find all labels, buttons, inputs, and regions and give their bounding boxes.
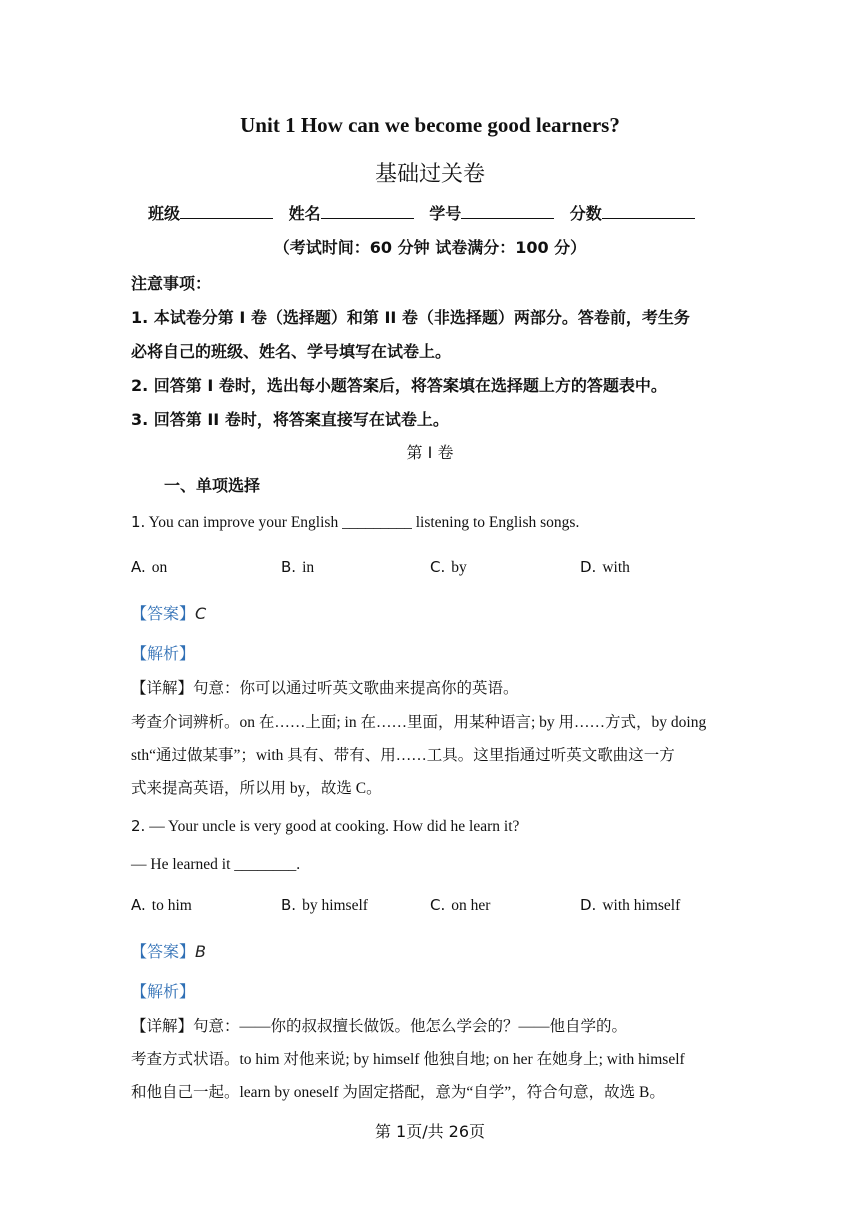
question-1-analysis-label: 【解析】 <box>131 644 196 663</box>
student-id-blank[interactable] <box>461 202 554 219</box>
volume-label: 第 I 卷 <box>406 443 454 462</box>
question-number: 2. <box>131 817 146 835</box>
question-2-detail: 【详解】句意：——你的叔叔擅长做饭。他怎么学会的？——他自学的。 <box>131 1018 628 1035</box>
notice-item: 3. 回答第 II 卷时，将答案直接写在试卷上。 <box>131 410 449 429</box>
question-1-option-a[interactable]: A. on <box>131 558 168 576</box>
question-text: — Your uncle is very good at cooking. How did he learn it? <box>149 818 520 835</box>
page-title: Unit 1 How can we become good learners? <box>240 113 620 137</box>
question-2-option-a[interactable]: A. to him <box>131 896 192 914</box>
question-1-detail: 考查介词辨析。on 在……上面; in 在……里面，用某种语言; by 用……方式，by doing <box>131 714 707 731</box>
exam-timing: （考试时间：60 分钟 试卷满分：100 分） <box>273 238 587 257</box>
name-blank[interactable] <box>321 202 414 219</box>
notice-item: 必将自己的班级、姓名、学号填写在试卷上。 <box>131 342 452 361</box>
question-1-option-c[interactable]: C. by <box>430 558 467 576</box>
question-1-option-b[interactable]: B. in <box>281 558 315 576</box>
question-2-option-b[interactable]: B. by himself <box>281 896 368 914</box>
question-text: You can improve your English _________ listening to English songs. <box>148 514 580 531</box>
notice-heading: 注意事项： <box>131 274 212 293</box>
name-label: 姓名 <box>288 204 321 223</box>
notice-item: 2. 回答第 I 卷时，选出每小题答案后，将答案填在选择题上方的答题表中。 <box>131 376 667 395</box>
class-blank[interactable] <box>180 202 273 219</box>
answer-label: 【答案】 <box>131 942 196 961</box>
question-1-option-d[interactable]: D. with <box>580 558 630 576</box>
question-2-analysis-label: 【解析】 <box>131 982 196 1001</box>
question-1-detail: 式来提高英语，所以用 by，故选 C。 <box>131 780 382 797</box>
question-1-answer <box>131 601 206 624</box>
question-1-detail: 【详解】句意：你可以通过听英文歌曲来提高你的英语。 <box>131 680 519 697</box>
page-subtitle: 基础过关卷 <box>374 162 485 187</box>
score-label: 分数 <box>569 204 602 223</box>
question-2-option-d[interactable]: D. with himself <box>580 896 681 914</box>
answer-label: 【答案】 <box>131 604 196 623</box>
question-2-option-c[interactable]: C. on her <box>430 896 491 914</box>
question-2-answer <box>131 939 206 962</box>
student-info-line <box>148 201 705 224</box>
section-label: 一、单项选择 <box>164 476 261 495</box>
answer-value: C <box>195 604 207 623</box>
page-footer: 第 1页/共 26页 <box>374 1122 486 1141</box>
student-id-label: 学号 <box>429 204 462 223</box>
question-number: 1. <box>131 513 146 531</box>
class-label: 班级 <box>148 204 181 223</box>
score-blank[interactable] <box>602 202 695 219</box>
question-2-follow-up: — He learned it ________. <box>131 856 301 873</box>
answer-value: B <box>195 942 206 961</box>
notice-item: 1. 本试卷分第 I 卷（选择题）和第 II 卷（非选择题）两部分。答卷前，考生务 <box>131 308 690 327</box>
question-2-stem <box>131 817 519 836</box>
question-1-stem <box>131 513 579 532</box>
question-1-detail: sth“通过做某事”；with 具有、带有、用……工具。这里指通过听英文歌曲这一方 <box>131 747 675 764</box>
question-2-detail: 考查方式状语。to him 对他来说; by himself 他独自地; on her 在她身上; with himself <box>131 1051 685 1068</box>
question-2-detail: 和他自己一起。learn by oneself 为固定搭配，意为“自学”，符合句意，故选 B。 <box>131 1084 665 1101</box>
